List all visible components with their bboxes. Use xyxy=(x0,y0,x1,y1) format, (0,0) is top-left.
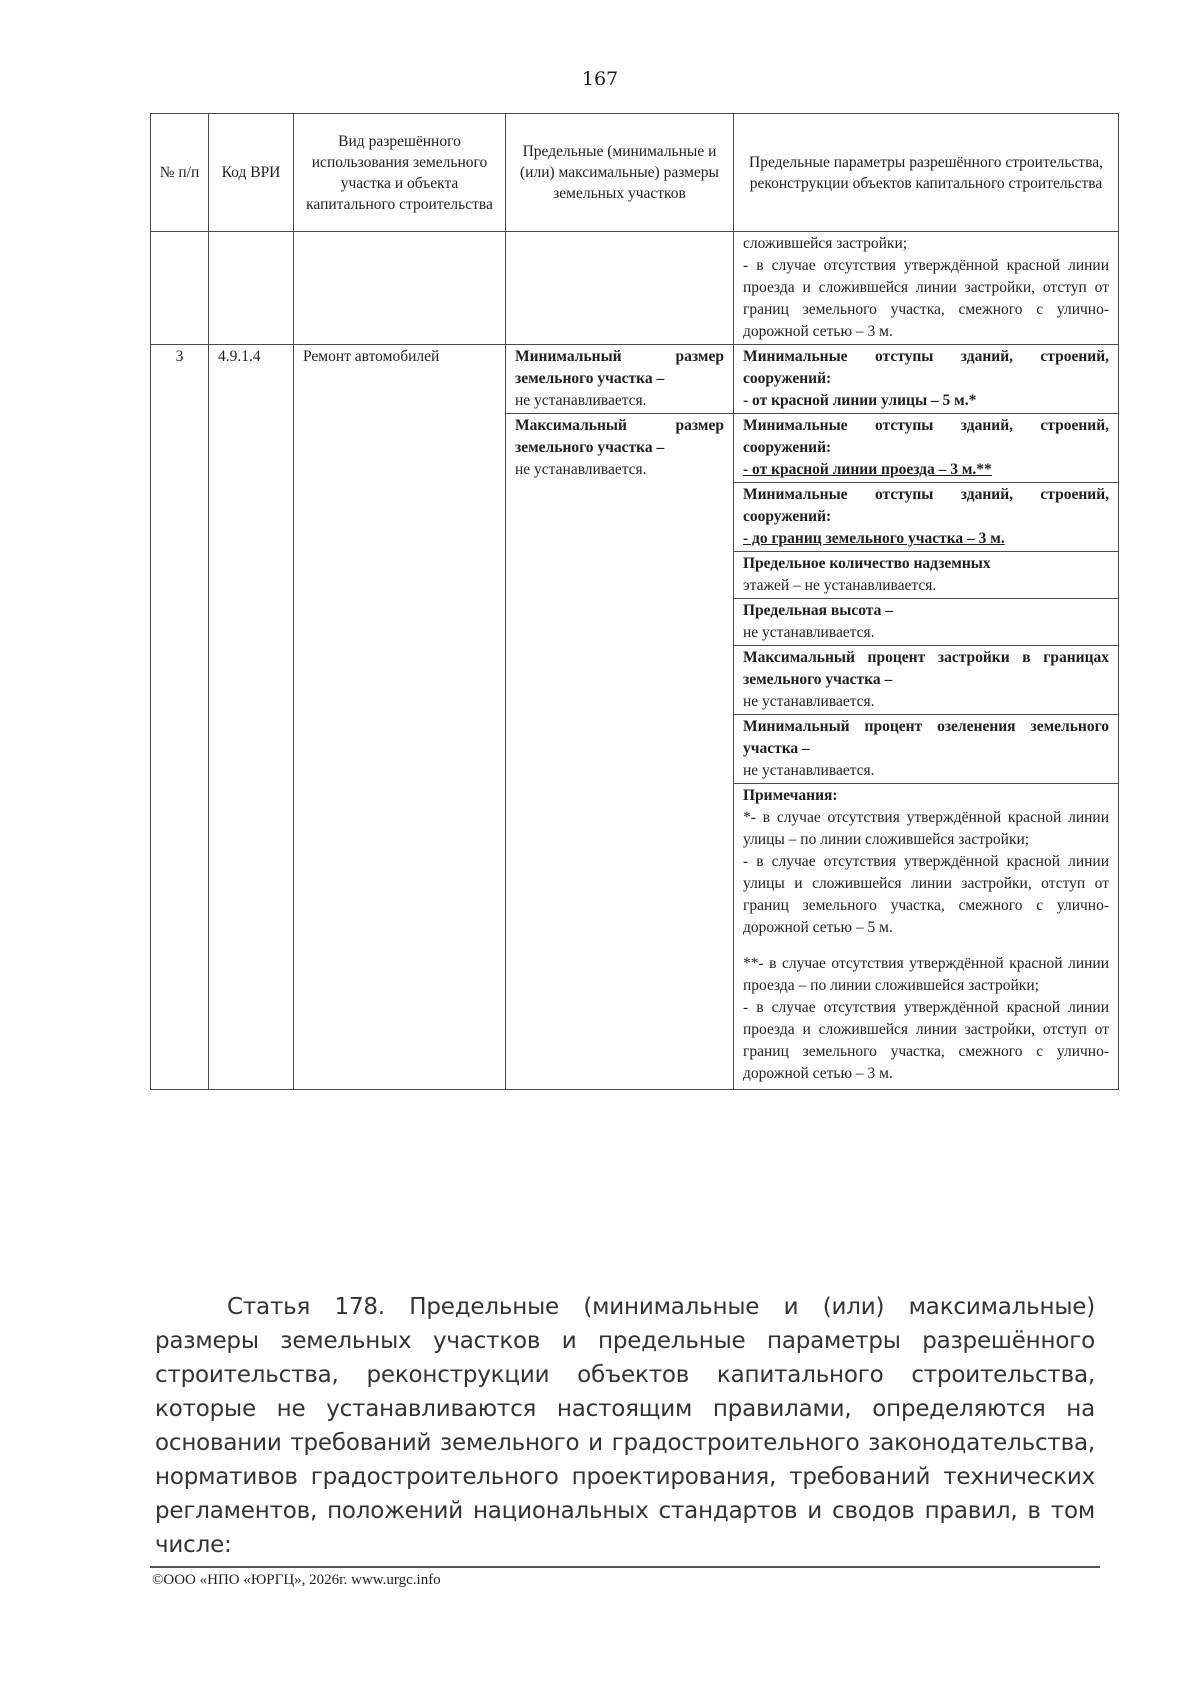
param-setback-boundary xyxy=(734,483,1119,552)
param-heading: Минимальные отступы зданий, строений, сооружений: xyxy=(743,417,1109,456)
footer-copyright: ©ООО «НПО «ЮРГЦ», 2026г. www.urgc.info xyxy=(152,1572,441,1588)
param-heading: Предельное количество надземных xyxy=(743,555,991,572)
footer-divider xyxy=(150,1566,1100,1568)
article-paragraph: Статья 178. Предельные (минимальные и (или) максимальные) размеры земельных участков и предельные параметры разрешённого строительства, реконструкции объектов капитального строительства, которые не устанавливаются настоящим правилами, определяются на основании требований земельного и градостроительного законодательства, нормативов градостроительного проектирования, требований технических регламентов, положений национальных стандартов и сводов правил, в том числе: xyxy=(155,1294,1095,1558)
continued-parameters-cell xyxy=(734,232,1119,345)
empty-cell xyxy=(506,232,734,345)
empty-cell xyxy=(294,232,506,345)
max-plot-size-value: не устанавливается. xyxy=(515,461,647,478)
min-plot-size-value: не устанавливается. xyxy=(515,392,647,409)
param-value: не устанавливается. xyxy=(743,693,875,710)
header-number: № п/п xyxy=(151,114,209,232)
max-plot-size-label: Максимальный размер земельного участка – xyxy=(515,417,724,456)
max-plot-size-cell xyxy=(506,414,734,1090)
param-heading: Предельная высота – xyxy=(743,602,893,619)
notes-cell xyxy=(734,784,1119,1090)
min-plot-size-cell xyxy=(506,345,734,414)
param-heading: Минимальный процент озеленения земельного участка – xyxy=(743,718,1109,757)
param-greening-percent xyxy=(734,715,1119,784)
param-heading: Максимальный процент застройки в границах земельного участка – xyxy=(743,649,1109,688)
param-line: - от красной линии улицы – 5 м.* xyxy=(743,392,977,409)
param-height xyxy=(734,599,1119,646)
note-text: - в случае отсутствия утверждённой красной линии проезда и сложившейся линии застройки, отступ от границ земельного участка, смежного с улично-дорожной сетью – 3 м. xyxy=(743,999,1109,1082)
note-text: - в случае отсутствия утверждённой красной линии улицы и сложившейся линии застройки, отступ от границ земельного участка, смежного с улично-дорожной сетью – 5 м. xyxy=(743,853,1109,936)
row-code: 4.9.1.4 xyxy=(209,345,294,1090)
param-floors xyxy=(734,552,1119,599)
param-heading: Минимальные отступы зданий, строений, сооружений: xyxy=(743,486,1109,525)
continued-text: сложившейся застройки; xyxy=(743,235,908,252)
param-value: этажей – не устанавливается. xyxy=(743,577,937,594)
empty-cell xyxy=(209,232,294,345)
notes-title: Примечания: xyxy=(743,787,838,804)
empty-cell xyxy=(151,232,209,345)
row-number: 3 xyxy=(151,345,209,1090)
table-header-row xyxy=(151,114,1119,232)
header-plot-size: Предельные (минимальные и (или) максимальные) размеры земельных участков xyxy=(506,114,734,232)
note-text: **- в случае отсутствия утверждённой красной линии проезда – по линии сложившейся застройки; xyxy=(743,955,1109,994)
param-setback-driveway xyxy=(734,414,1119,483)
header-code: Код ВРИ xyxy=(209,114,294,232)
page-number: 167 xyxy=(581,68,619,90)
table-row-continued xyxy=(151,232,1119,345)
regulation-table xyxy=(150,113,1119,1090)
row-use-name: Ремонт автомобилей xyxy=(294,345,506,1090)
param-value: не устанавливается. xyxy=(743,762,875,779)
table-row xyxy=(151,345,1119,414)
param-line: - до границ земельного участка – 3 м. xyxy=(743,530,1005,547)
param-building-percent xyxy=(734,646,1119,715)
header-parameters: Предельные параметры разрешённого строительства, реконструкции объектов капитального строительства xyxy=(734,114,1119,232)
note-text: *- в случае отсутствия утверждённой красной линии улицы – по линии сложившейся застройки; xyxy=(743,809,1109,848)
param-value: не устанавливается. xyxy=(743,624,875,641)
min-plot-size-label: Минимальный размер земельного участка – xyxy=(515,348,724,387)
header-use-type: Вид разрешённого использования земельного участка и объекта капитального строительства xyxy=(294,114,506,232)
param-heading: Минимальные отступы зданий, строений, сооружений: xyxy=(743,348,1109,387)
param-line: - от красной линии проезда – 3 м.** xyxy=(743,461,992,478)
continued-text: - в случае отсутствия утверждённой красной линии проезда и сложившейся линии застройки, отступ от границ земельного участка, смежного с улично-дорожной сетью – 3 м. xyxy=(743,257,1109,340)
param-setback-street xyxy=(734,345,1119,414)
